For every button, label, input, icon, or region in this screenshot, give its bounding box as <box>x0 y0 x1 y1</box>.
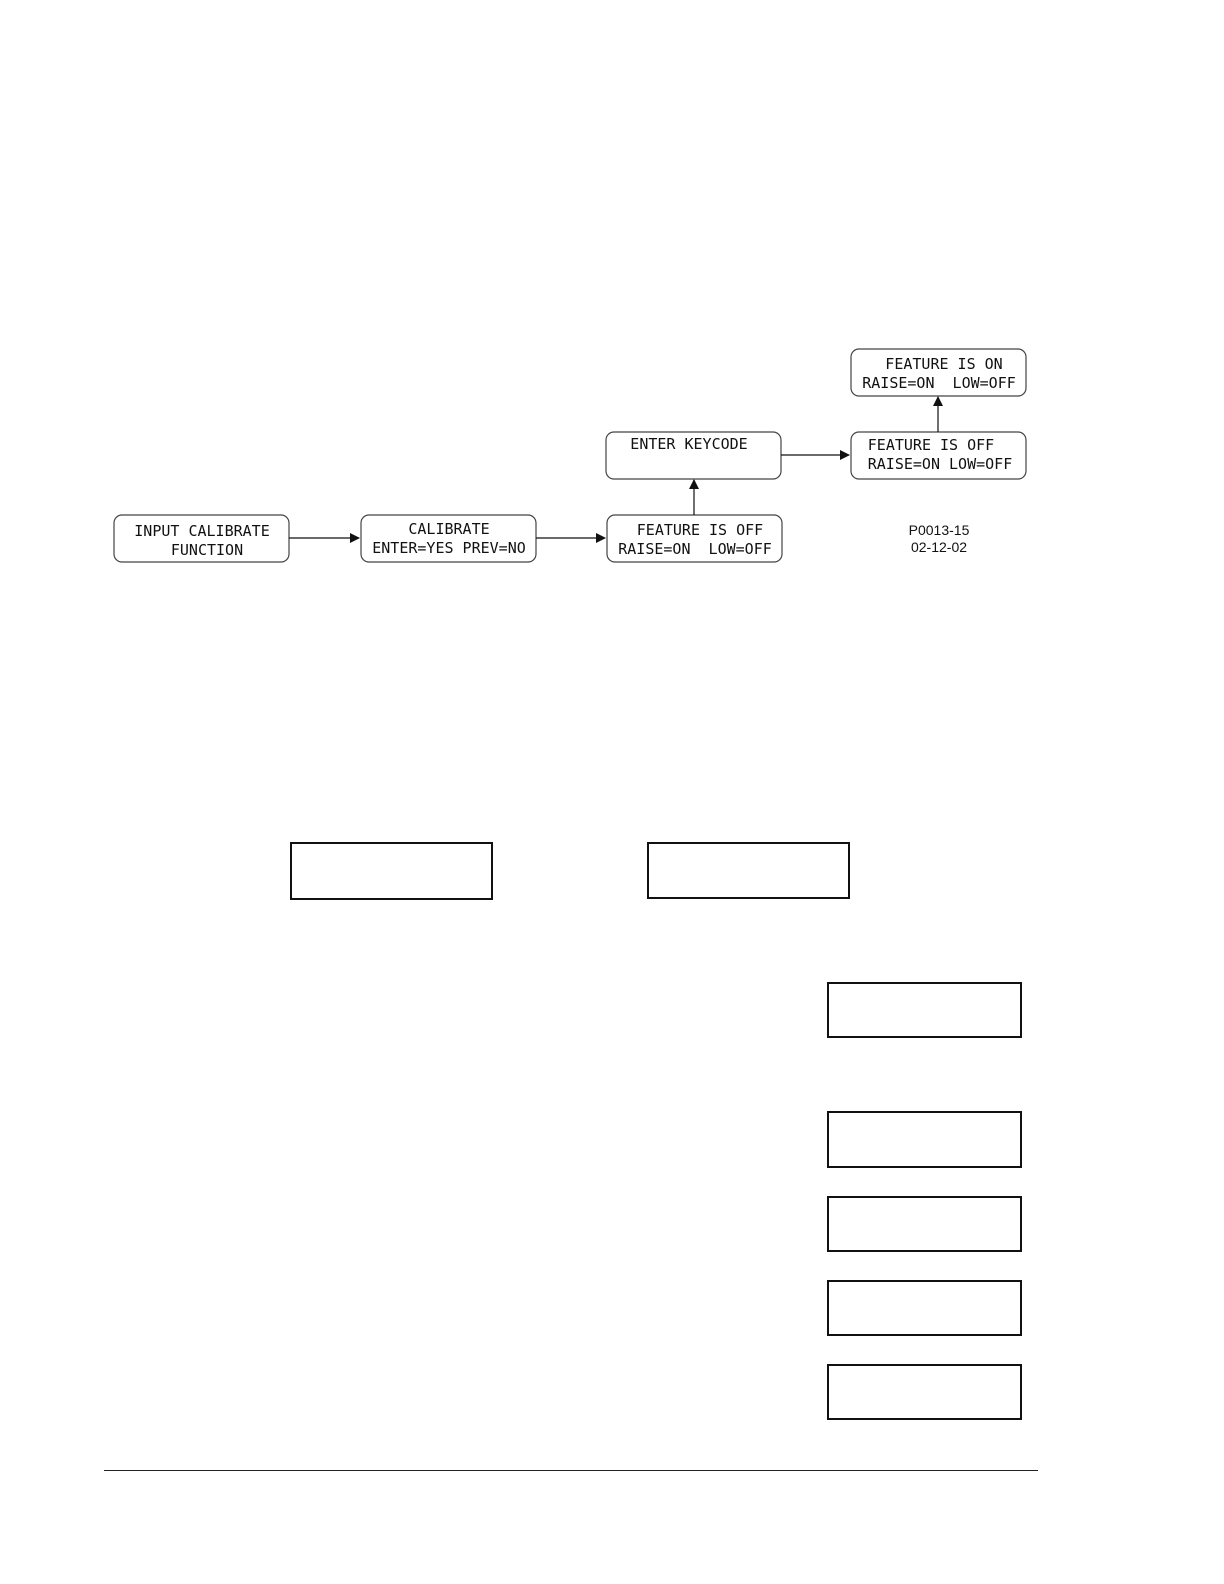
display-box-1 <box>290 842 493 900</box>
node-calibrate-line-1: CALIBRATE <box>408 520 490 538</box>
footer-rule <box>104 1470 1038 1471</box>
display-box-5 <box>827 1196 1022 1252</box>
display-box-3 <box>827 982 1022 1038</box>
node-enter-keycode <box>606 432 781 479</box>
node-enter-keycode-line-1: ENTER KEYCODE <box>630 435 748 453</box>
figure-ref-date: 02-12-02 <box>910 539 968 555</box>
node-input-calibrate-line-2: FUNCTION <box>170 541 244 559</box>
node-feature-off-1-line-2: RAISE=ON LOW=OFF <box>618 540 772 558</box>
node-feature-is-on <box>851 349 1026 396</box>
node-feature-off-2-line-2: RAISE=ON LOW=OFF <box>867 455 1013 473</box>
node-input-calibrate-function <box>114 515 289 562</box>
node-input-calibrate-line-1: INPUT CALIBRATE <box>134 522 270 540</box>
node-feature-off-2-line-1: FEATURE IS OFF <box>867 436 995 454</box>
node-calibrate <box>361 515 536 562</box>
display-box-4 <box>827 1111 1022 1168</box>
figure-ref-code: P0013-15 <box>908 522 970 538</box>
display-box-6 <box>827 1280 1022 1336</box>
node-feature-on-line-1: FEATURE IS ON <box>885 355 1003 373</box>
node-calibrate-line-2: ENTER=YES PREV=NO <box>372 539 526 557</box>
node-feature-off-1-line-1: FEATURE IS OFF <box>636 521 764 539</box>
node-feature-on-line-2: RAISE=ON LOW=OFF <box>862 374 1016 392</box>
node-feature-is-off-1 <box>607 515 782 562</box>
node-feature-is-off-2 <box>851 432 1026 479</box>
display-box-2 <box>647 842 850 899</box>
calibration-flowchart <box>0 0 1224 700</box>
display-box-7 <box>827 1364 1022 1420</box>
